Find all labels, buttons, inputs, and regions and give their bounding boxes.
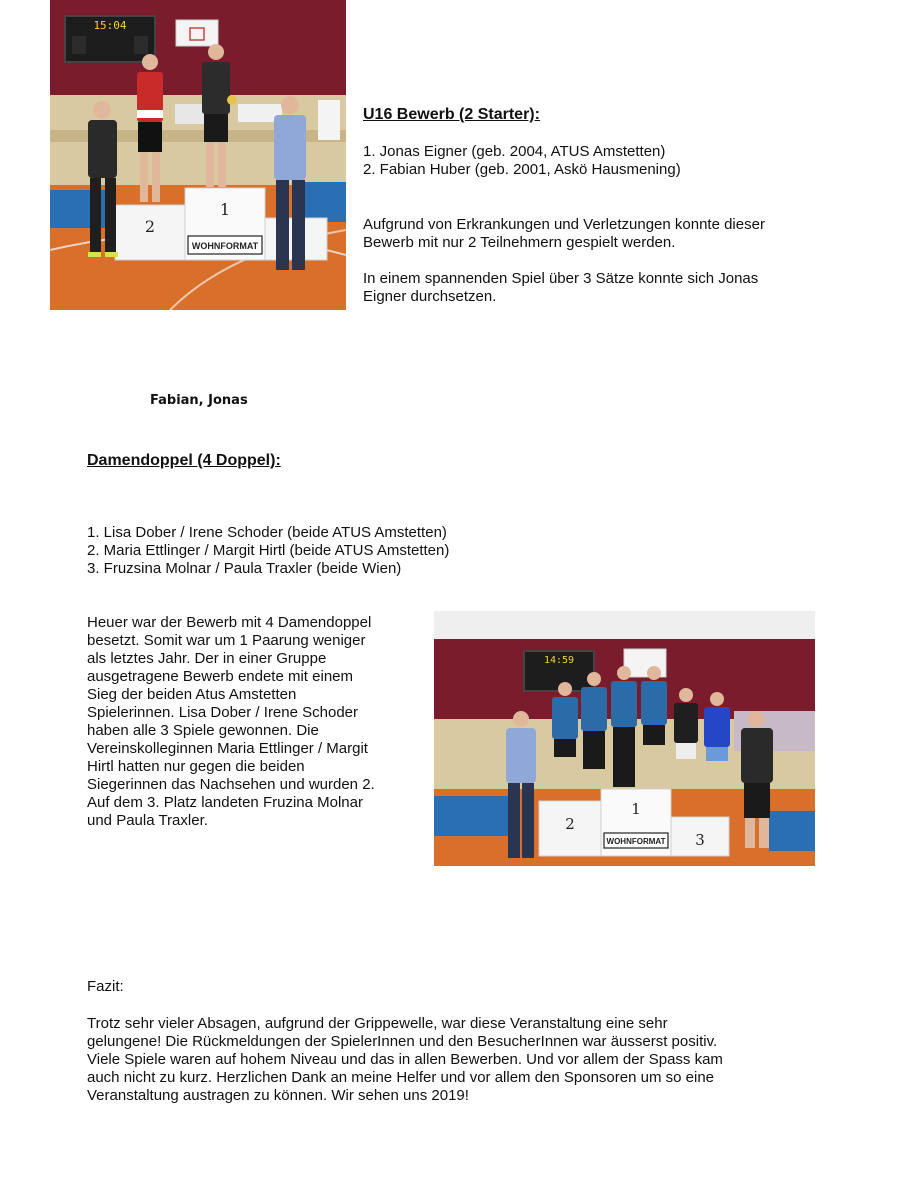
text-line: als letztes Jahr. Der in einer Gruppe (87, 650, 327, 667)
podium-place-3: 3 (695, 831, 705, 849)
u16-award-photo (50, 0, 346, 310)
text-line: Spielerinnen. Lisa Dober / Irene Schoder (87, 704, 358, 721)
text-line: Vereinskolleginnen Maria Ettlinger / Margit (87, 740, 368, 757)
scoreboard-time: 14:59 (543, 655, 575, 666)
podium-banner: WOHNFORMAT (191, 241, 259, 251)
u16-result-item: 1. Jonas Eigner (geb. 2004, ATUS Amstetten) (363, 143, 666, 160)
text-line: Hirtl hatten nur gegen die beiden (87, 758, 305, 775)
podium-place-2: 2 (144, 217, 156, 236)
fazit-paragraph (87, 1015, 827, 1105)
u16-paragraph-1 (363, 216, 765, 252)
scoreboard (65, 16, 155, 62)
podium-place-2: 2 (565, 815, 575, 833)
text-line: und Paula Traxler. (87, 812, 208, 829)
text-line: Aufgrund von Erkrankungen und Verletzungen konnte dieser (363, 216, 765, 233)
text-line: Sieg der beiden Atus Amstetten (87, 686, 297, 703)
u16-paragraph-2 (363, 270, 758, 306)
podium-place-1: 1 (631, 800, 641, 818)
damen-paragraph (87, 614, 422, 830)
podium-banner: WOHNFORMAT (606, 837, 666, 846)
scoreboard-time: 15:04 (93, 19, 127, 32)
damen-results-list (87, 524, 449, 578)
photo-caption: Fabian, Jonas (150, 393, 248, 408)
text-line: Eigner durchsetzen. (363, 288, 497, 305)
text-line: haben alle 3 Spiele gewonnen. Die (87, 722, 319, 739)
text-line: Auf dem 3. Platz landeten Fruzina Molnar (87, 794, 363, 811)
text-line: Heuer war der Bewerb mit 4 Damendoppel (87, 614, 372, 631)
text-line: Viele Spiele waren auf hohem Niveau und das in allen Bewerben. Und vor allem der Spass kam (87, 1051, 723, 1068)
u16-results-list (363, 143, 681, 179)
text-line: Bewerb mit nur 2 Teilnehmern gespielt werden. (363, 234, 676, 251)
damen-heading: Damendoppel (4 Doppel): (87, 452, 281, 469)
fazit-label: Fazit: (87, 978, 124, 995)
damen-result-item: 1. Lisa Dober / Irene Schoder (beide ATUS Amstetten) (87, 524, 447, 541)
text-line: besetzt. Somit war um 1 Paarung weniger (87, 632, 366, 649)
text-line: auch nicht zu kurz. Herzlichen Dank an meine Helfer und vor allem den Sponsoren um so eine (87, 1069, 714, 1086)
podium-place-1: 1 (219, 200, 231, 219)
damen-award-photo (434, 611, 815, 866)
damen-result-item: 3. Fruzsina Molnar / Paula Traxler (beide Wien) (87, 560, 402, 577)
text-line: gelungene! Die Rückmeldungen der SpielerInnen und den BesucherInnen war äusserst positiv. (87, 1033, 718, 1050)
text-line: Siegerinnen das Nachsehen und wurden 2. (87, 776, 375, 793)
damen-result-item: 2. Maria Ettlinger / Margit Hirtl (beide ATUS Amstetten) (87, 542, 450, 559)
text-line: In einem spannenden Spiel über 3 Sätze konnte sich Jonas (363, 270, 759, 287)
text-line: ausgetragene Bewerb endete mit einem (87, 668, 354, 685)
u16-result-item: 2. Fabian Huber (geb. 2001, Askö Hausmening) (363, 161, 681, 178)
text-line: Trotz sehr vieler Absagen, aufgrund der Grippewelle, war diese Veranstaltung eine sehr (87, 1015, 668, 1032)
text-line: Veranstaltung austragen zu können. Wir sehen uns 2019! (87, 1087, 469, 1104)
u16-heading: U16 Bewerb (2 Starter): (363, 106, 540, 123)
scoreboard (524, 651, 594, 691)
